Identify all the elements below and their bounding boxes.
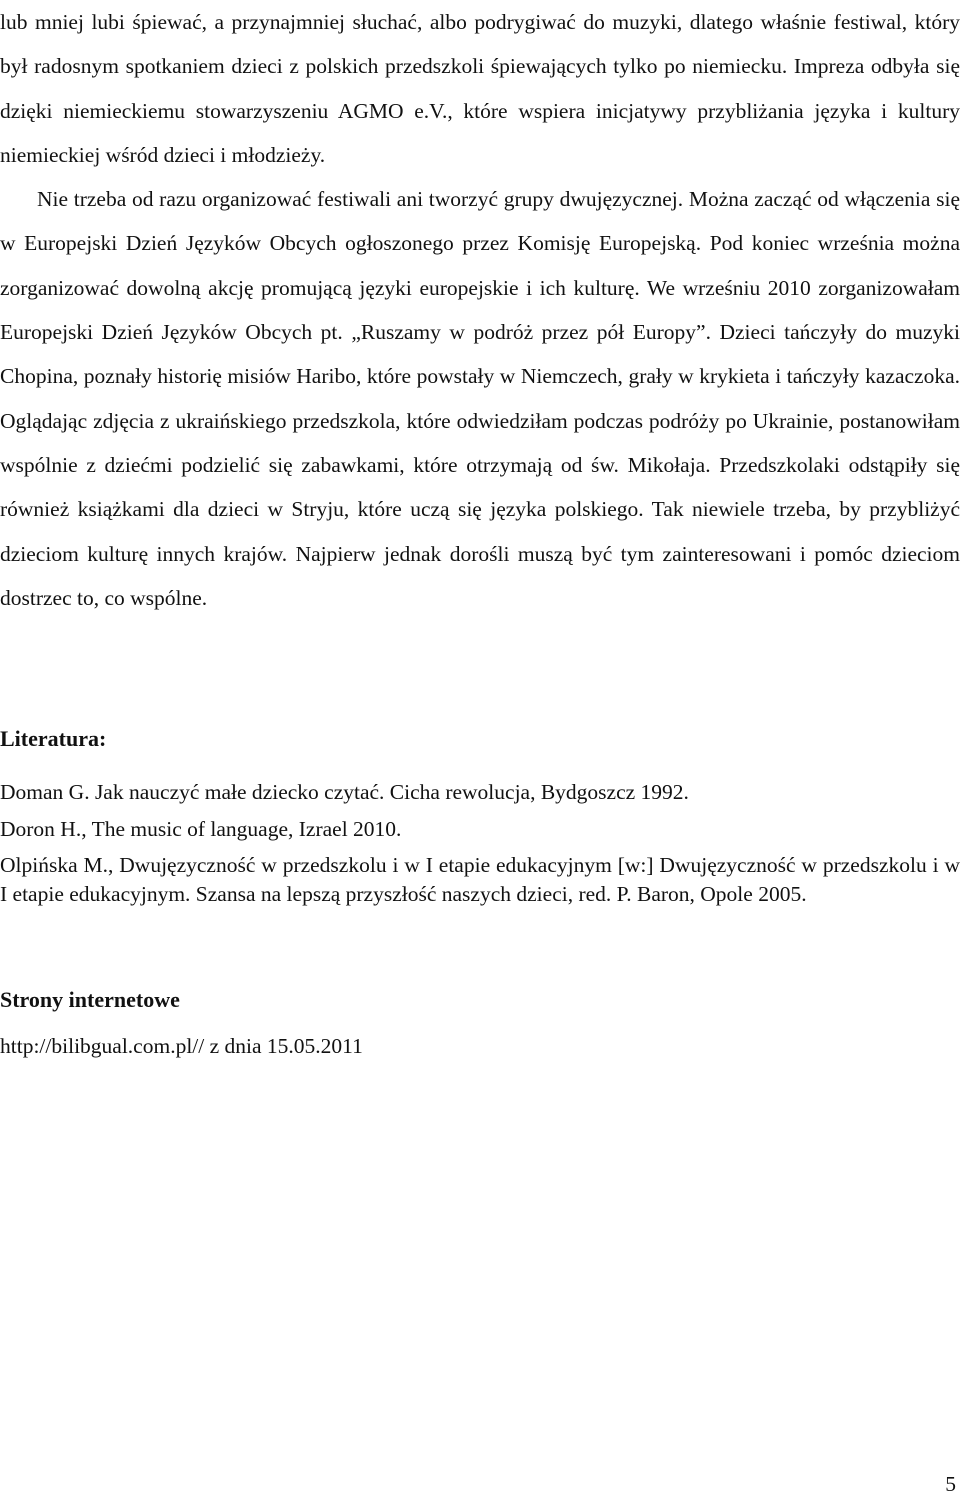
reference-item: Doman G. Jak nauczyć małe dziecko czytać. Cicha rewolucja, Bydgoszcz 1992. — [0, 780, 689, 804]
reference-item: Doron H., The music of language, Izrael 2010. — [0, 816, 402, 841]
paragraph-continuation: lub mniej lubi śpiewać, a przynajmniej słuchać, albo podrygiwać do muzyki, dlatego właśnie festiwal, który był radosnym spotkaniem dzieci z polskich przedszkoli śpiewających tylko po niemiecku. Impreza odbyła się dzięki niemieckiemu stowarzyszeniu AGMO e.V., które wspiera inicjatywy przybliżania języka i kultury niemieckiej wśród dzieci i młodzieży. — [0, 10, 960, 167]
literatura-heading: Literatura: — [0, 726, 107, 751]
website-reference: http://bilibgual.com.pl// z dnia 15.05.2011 — [0, 1034, 363, 1058]
page-number: 5 — [945, 1472, 956, 1496]
reference-list — [0, 778, 960, 917]
reference-item: Olpińska M., Dwujęzyczność w przedszkolu i w I etapie edukacyjnym [w:] Dwujęzyczność w przedszkolu i w I etapie edukacyjnym. Szansa na lepszą przyszłość naszych dzieci, red. P. Baron, Opole 2005. — [0, 853, 960, 907]
paragraph-body: Nie trzeba od razu organizować festiwali ani tworzyć grupy dwujęzycznej. Można zacząć od włączenia się w Europejski Dzień Języków Obcych ogłoszonego przez Komisję Europejską. Pod koniec września można zorganizować dowolną akcję promującą języki europejskie i ich kulturę. We wrześniu 2010 zorganizowałam Europejski Dzień Języków Obcych pt. „Ruszamy w podróż przez pół Europy”. Dzieci tańczyły do muzyki Chopina, poznały historię misiów Haribo, które powstały w Niemczech, grały w krykieta i tańczyły kazaczoka. Oglądając zdjęcia z ukraińskiego przedszkola, które odwiedziłam podczas podróży po Ukrainie, postanowiłam wspólnie z dziećmi podzielić się zabawkami, które otrzymają od św. Mikołaja. Przedszkolaki odstąpiły się również książkami dla dzieci w Stryju, które uczą się języka polskiego. Tak niewiele trzeba, by przybliżyć dzieciom kulturę innych krajów. Najpierw jednak dorośli muszą być tym zainteresowani i pomóc dzieciom dostrzec to, co wspólne. — [0, 187, 960, 610]
strony-internetowe-heading: Strony internetowe — [0, 987, 180, 1012]
body-text — [0, 0, 960, 620]
